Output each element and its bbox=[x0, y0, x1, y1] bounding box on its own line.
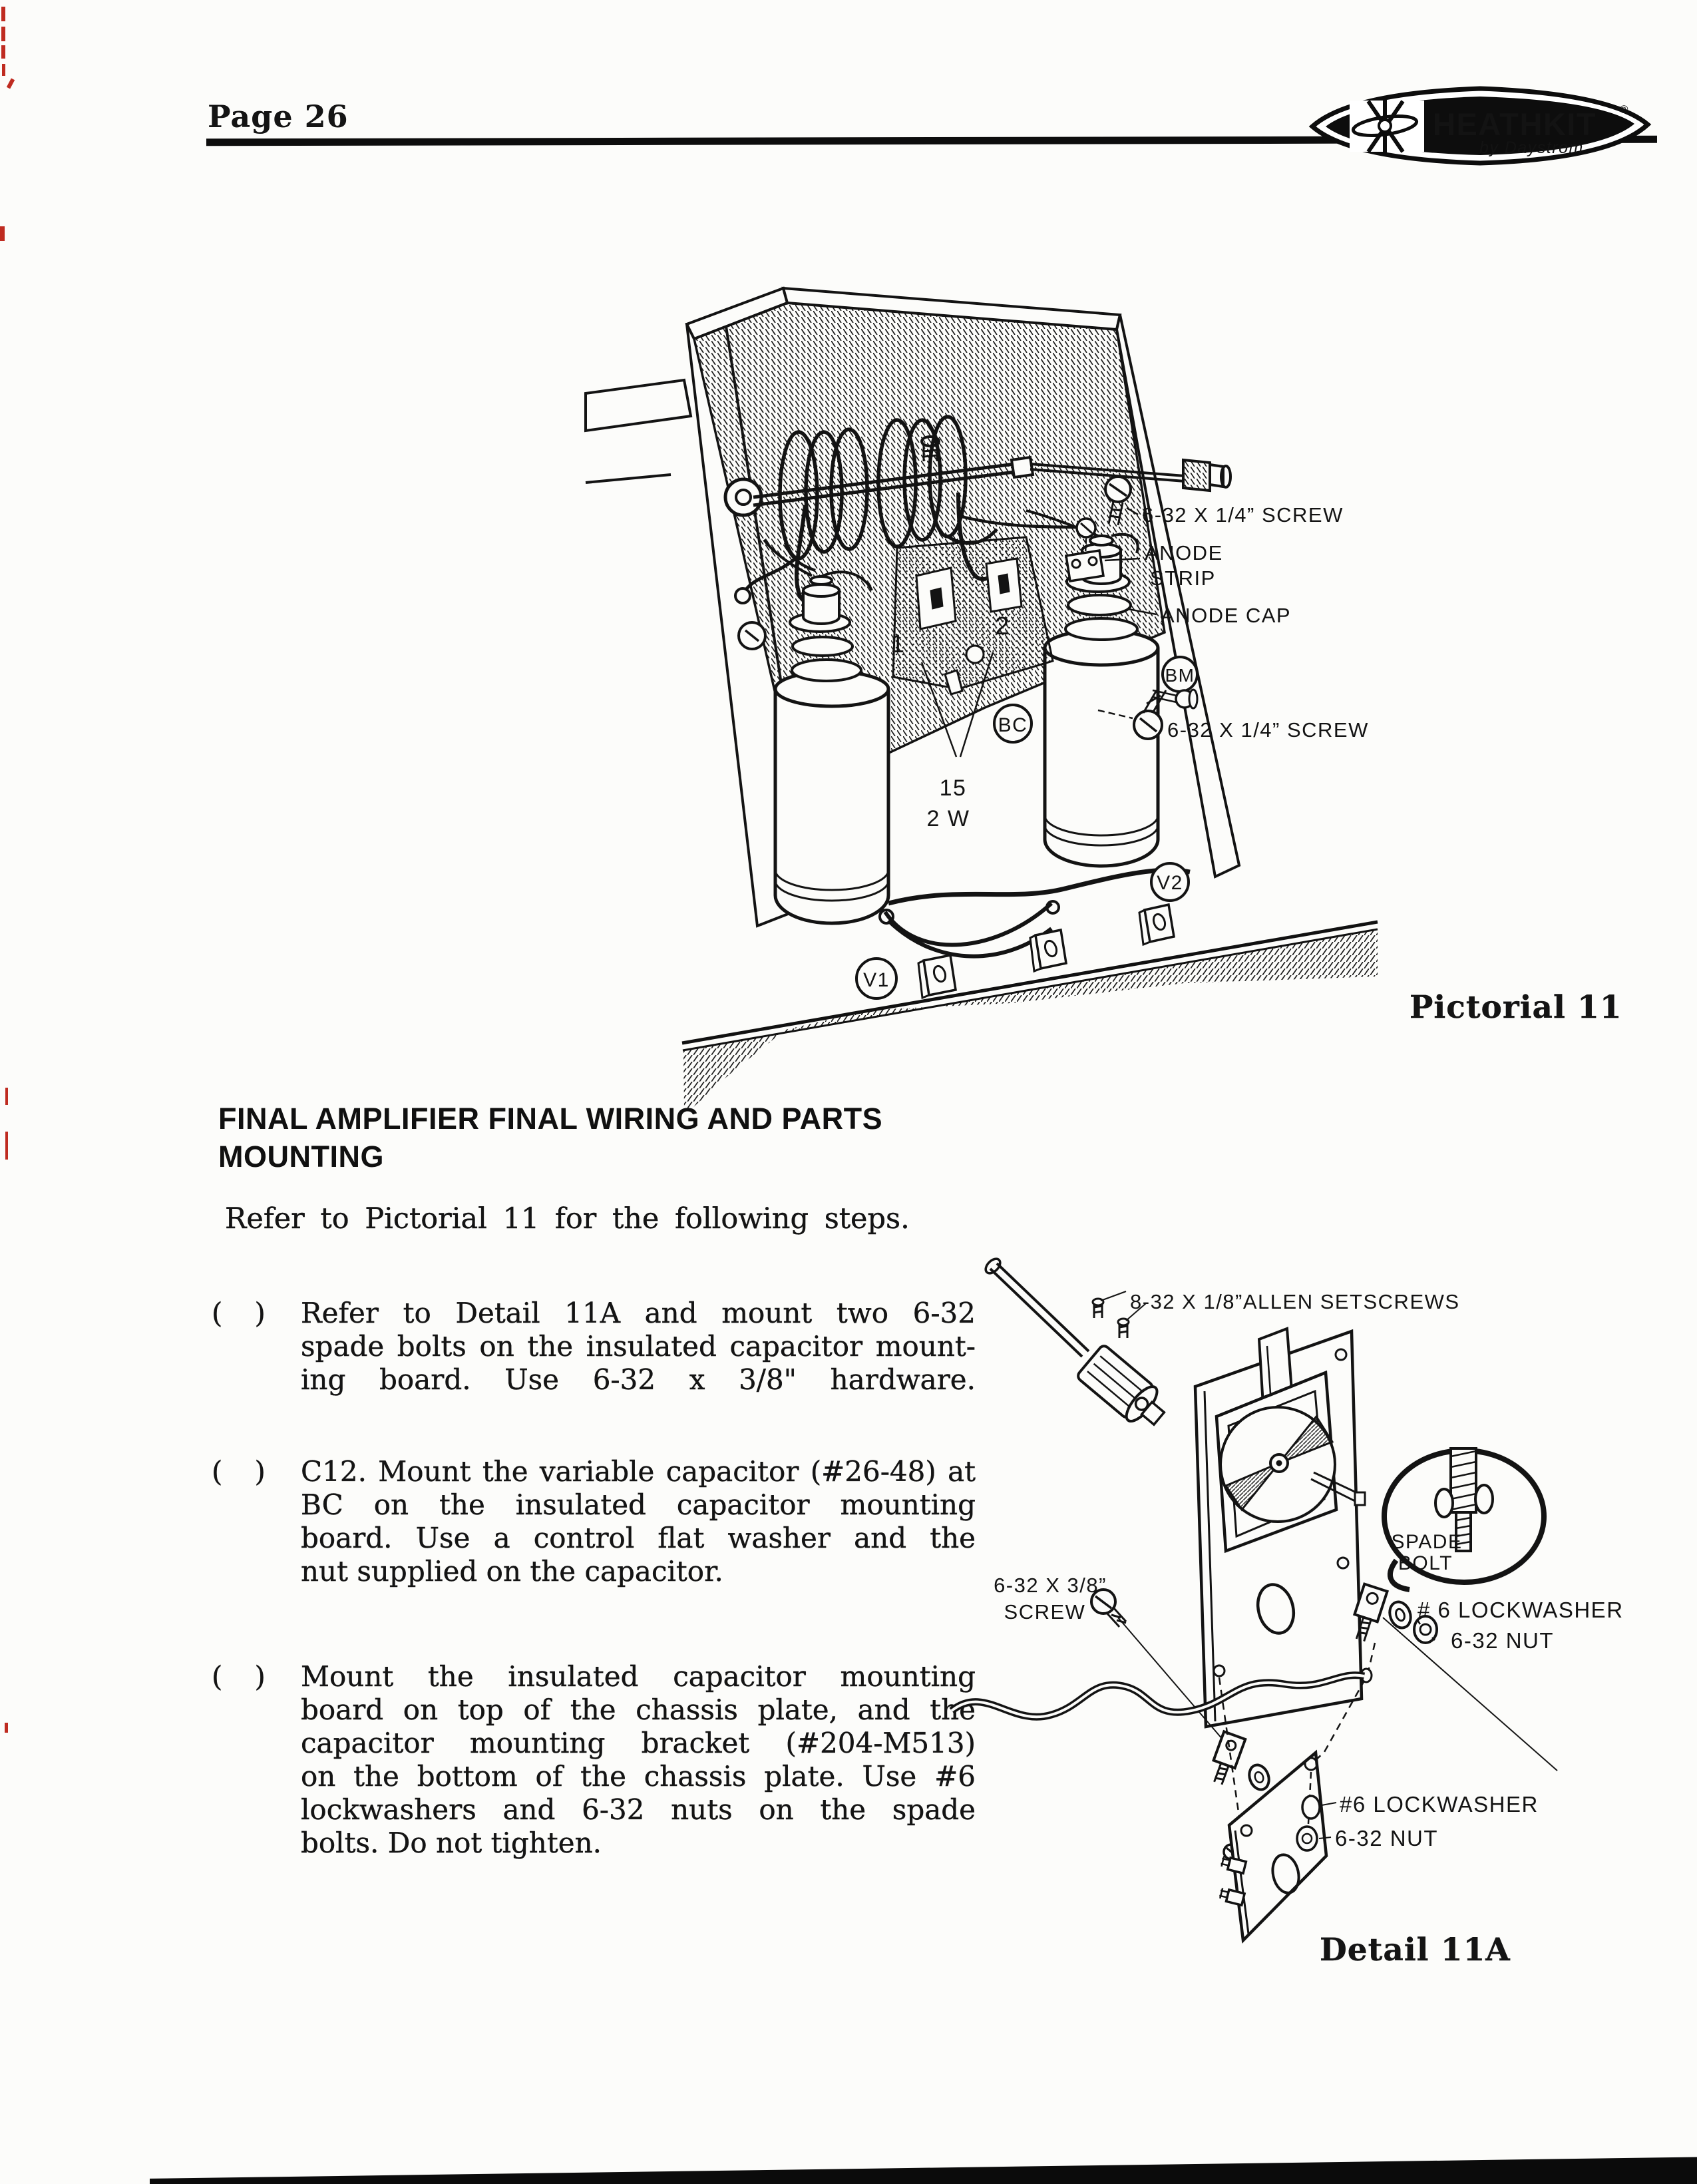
callout-n2: 2 bbox=[995, 612, 1010, 640]
label-screw-top: 6-32 X 1/4” SCREW bbox=[1142, 503, 1344, 527]
step-line: ing board. Use 6-32 x 3/8" hardware. bbox=[301, 1363, 976, 1396]
label-nut-bottom: 6-32 NUT bbox=[1335, 1826, 1439, 1851]
step-checkbox[interactable]: ( ) bbox=[212, 1297, 267, 1329]
step-line: on the bottom of the chassis plate. Use #6 bbox=[301, 1760, 976, 1793]
label-lockwasher-top: # 6 LOCKWASHER bbox=[1417, 1598, 1624, 1622]
pictorial-caption: Pictorial 11 bbox=[1410, 989, 1622, 1026]
step-text bbox=[301, 1455, 976, 1588]
page-number: Page 26 bbox=[208, 99, 349, 134]
resistor-value-line2: 2 W bbox=[926, 806, 970, 831]
label-lockwasher-bottom: #6 LOCKWASHER bbox=[1340, 1792, 1539, 1817]
label-allen-setscrews: 8-32 X 1/8”ALLEN SETSCREWS bbox=[1130, 1290, 1460, 1313]
label-screw-bottom: 6-32 X 1/4” SCREW bbox=[1167, 718, 1369, 742]
step-line: spade bolts on the insulated capacitor mount- bbox=[301, 1330, 976, 1363]
label-spade-2: BOLT bbox=[1398, 1552, 1453, 1574]
label-screw-line1: 6-32 X 3/8” bbox=[994, 1574, 1107, 1597]
checklist-step-1 bbox=[212, 1297, 976, 1397]
checklist-step-2 bbox=[212, 1455, 976, 1588]
step-line: nut supplied on the capacitor. bbox=[301, 1555, 723, 1588]
label-anode-cap: ANODE CAP bbox=[1161, 604, 1292, 627]
callout-v2: V2 bbox=[1157, 872, 1183, 894]
heading-line2: MOUNTING bbox=[218, 1140, 384, 1174]
pictorial-11-illustration bbox=[586, 263, 1378, 1045]
label-spade-1: SPADE bbox=[1391, 1531, 1463, 1553]
scan-bottom-bar bbox=[150, 2154, 1697, 2184]
intro-text: Refer to Pictorial 11 for the following steps. bbox=[225, 1202, 910, 1235]
step-line: BC on the insulated capacitor mounting bbox=[301, 1488, 976, 1521]
step-line: lockwashers and 6-32 nuts on the spade bbox=[301, 1793, 976, 1826]
ground-hatch bbox=[682, 922, 1378, 1110]
step-line: bolts. Do not tighten. bbox=[301, 1827, 602, 1859]
step-text bbox=[301, 1660, 976, 1860]
label-screw-line2: SCREW bbox=[1004, 1600, 1086, 1624]
logo-tagline: by Daystrom bbox=[1479, 138, 1584, 157]
step-line: Refer to Detail 11A and mount two 6-32 bbox=[301, 1297, 976, 1329]
step-line: capacitor mounting bracket (#204-M513) bbox=[301, 1727, 976, 1759]
logo-registered: ® bbox=[1620, 103, 1630, 116]
heathkit-logo bbox=[1310, 79, 1650, 173]
mounting-bracket bbox=[1219, 1753, 1336, 1940]
resistor-value-line1: 15 bbox=[939, 775, 967, 801]
step-checkbox[interactable]: ( ) bbox=[212, 1455, 267, 1488]
label-anode-strip-2: STRIP bbox=[1150, 566, 1216, 590]
capacitor-mounting-board bbox=[1195, 1329, 1365, 1727]
callout-v1: V1 bbox=[863, 969, 890, 991]
step-line: C12. Mount the variable capacitor (#26-48) at bbox=[301, 1455, 976, 1488]
shaft-coupler bbox=[983, 1256, 1173, 1434]
section-heading bbox=[218, 1100, 882, 1176]
step-line: Mount the insulated capacitor mounting bbox=[301, 1660, 976, 1693]
logo-wordmark: HEATHKIT bbox=[1433, 107, 1597, 142]
detail-11a-illustration bbox=[952, 1245, 1644, 1990]
callout-bc: BC bbox=[998, 714, 1028, 736]
checklist-step-3 bbox=[212, 1660, 976, 1860]
step-line: board. Use a control flat washer and the bbox=[301, 1522, 976, 1554]
step-line: board on top of the chassis plate, and the bbox=[301, 1693, 976, 1726]
heading-line1: FINAL AMPLIFIER FINAL WIRING AND PARTS bbox=[218, 1102, 883, 1136]
step-checkbox[interactable]: ( ) bbox=[212, 1660, 267, 1693]
callout-n1: 1 bbox=[890, 630, 906, 658]
label-nut-top: 6-32 NUT bbox=[1451, 1628, 1555, 1653]
callout-bm: BM bbox=[1165, 665, 1195, 686]
detail-caption: Detail 11A bbox=[1320, 1932, 1511, 1968]
label-anode-strip-1: ANODE bbox=[1145, 541, 1223, 564]
step-text bbox=[301, 1297, 976, 1397]
